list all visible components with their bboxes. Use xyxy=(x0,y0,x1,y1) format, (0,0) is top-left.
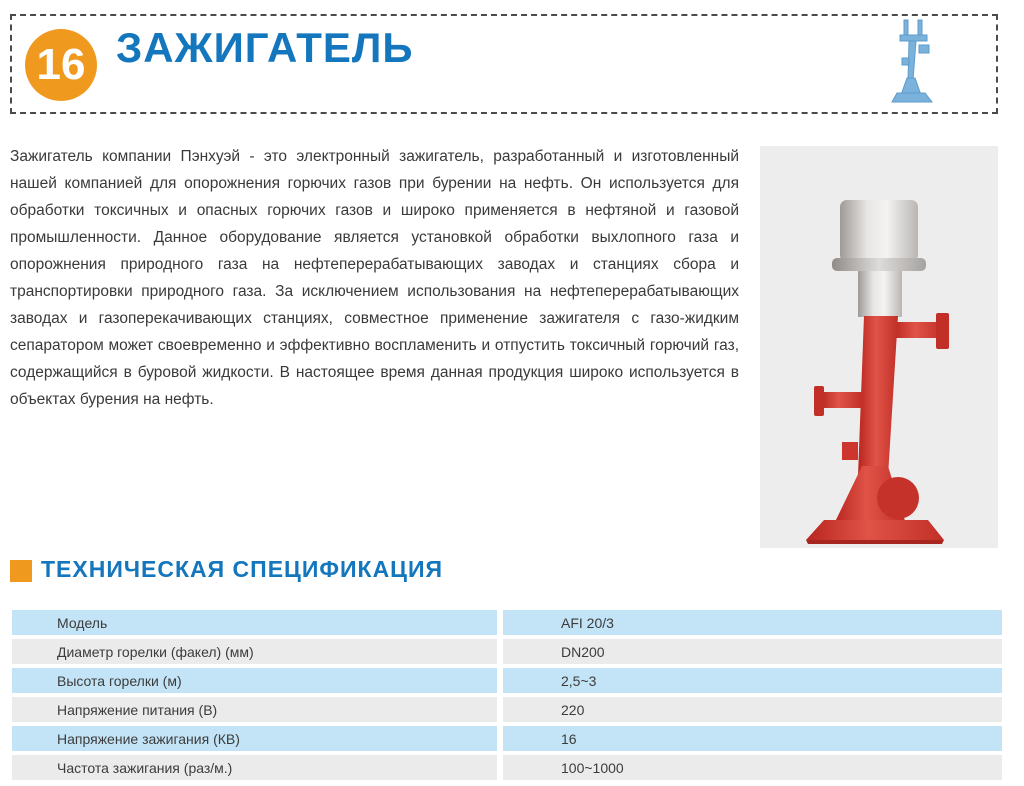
spec-label: Диаметр горелки (факел) (мм) xyxy=(12,639,497,664)
intro-paragraph: Зажигатель компании Пэнхуэй - это электронный зажигатель, разработанный и изготовленный нашей компанией для опорожнения горючих газов при бурении на нефть. Он используется для обработки токсичных и опасных горючих газов и широко применяется в нефтяной и газовой промышленности. Данное оборудование является установкой обработки выхлопного газа и опорожнения природного газа на нефтеперерабатывающих заводах и станциях сбора и транспортировки природного газа. За исключением использования на нефтеперерабатывающих заводах и газоперекачивающих станциях, совместное применение зажигателя с газо-жидким сепаратором может своевременно и эффективно воспламенить и отпустить токсичный горючий газ, содержащийся в буровой жидкости. В настоящее время данная продукция широко используется в объектах бурения на нефть. xyxy=(10,148,739,408)
spec-label: Частота зажигания (раз/м.) xyxy=(12,755,497,780)
spec-value: 100~1000 xyxy=(503,755,1002,780)
table-row xyxy=(12,639,1002,664)
igniter-thumbnail-icon xyxy=(888,18,940,110)
section-heading xyxy=(10,557,443,584)
spec-label: Модель xyxy=(12,610,497,635)
header-box xyxy=(10,14,998,114)
page-title: ЗАЖИГАТЕЛЬ xyxy=(116,24,414,71)
spec-value: AFI 20/3 xyxy=(503,610,1002,635)
table-row xyxy=(12,726,1002,751)
orange-square-bullet-icon xyxy=(10,560,32,582)
section-number-badge: 16 xyxy=(25,29,97,101)
spec-label: Напряжение питания (В) xyxy=(12,697,497,722)
spec-value: 2,5~3 xyxy=(503,668,1002,693)
spec-value: DN200 xyxy=(503,639,1002,664)
spec-table xyxy=(12,610,1002,784)
spec-value: 220 xyxy=(503,697,1002,722)
spec-value: 16 xyxy=(503,726,1002,751)
table-row xyxy=(12,697,1002,722)
spec-label: Высота горелки (м) xyxy=(12,668,497,693)
table-row xyxy=(12,668,1002,693)
product-photo xyxy=(760,146,998,548)
spec-label: Напряжение зажигания (КВ) xyxy=(12,726,497,751)
igniter-photo-drawing xyxy=(774,194,984,544)
table-row xyxy=(12,755,1002,780)
table-row xyxy=(12,610,1002,635)
section-title: ТЕХНИЧЕСКАЯ СПЕЦИФИКАЦИЯ xyxy=(41,556,444,582)
